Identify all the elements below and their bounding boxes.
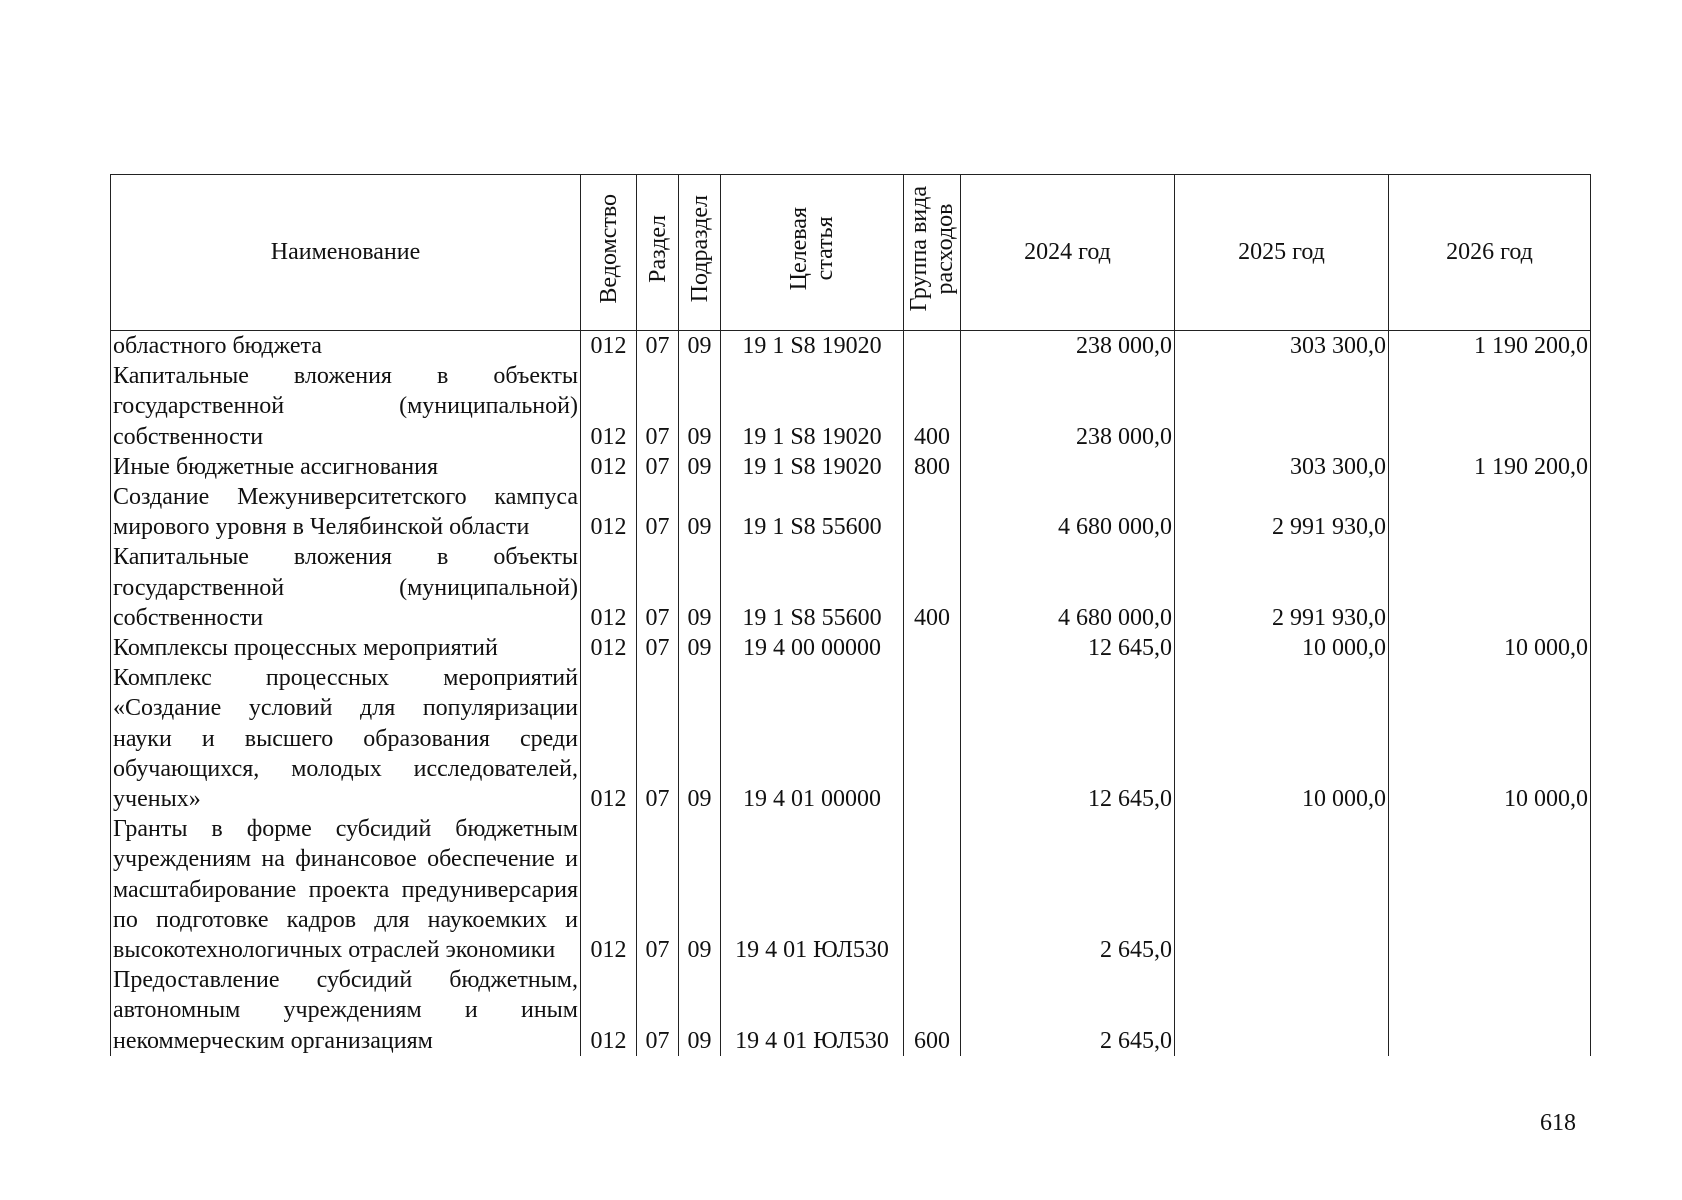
cell-vedomstvo: 012 [581,965,637,1056]
cell-vedomstvo: 012 [581,633,637,663]
header-vedomstvo: Ведомство [581,175,637,331]
cell-2025 [1175,965,1389,1056]
cell-celevaya-statya: 19 1 S8 55600 [721,482,904,542]
cell-podrazdel: 09 [679,452,721,482]
table-row [111,331,1591,362]
cell-vedomstvo: 012 [581,361,637,452]
cell-2024 [961,452,1175,482]
cell-podrazdel: 09 [679,331,721,362]
cell-gruppa [904,482,961,542]
cell-2024: 2 645,0 [961,814,1175,965]
cell-name: Иные бюджетные ассигнования [111,452,581,482]
budget-table-sheet [110,174,1590,1056]
cell-gruppa: 800 [904,452,961,482]
cell-razdel: 07 [637,361,679,452]
page-number: 618 [1540,1110,1576,1136]
cell-gruppa: 600 [904,965,961,1056]
cell-celevaya-statya: 19 1 S8 19020 [721,452,904,482]
header-year-2025: 2025 год [1175,175,1389,331]
cell-name: Предоставление субсидий бюджетным, автономным учреждениям и иным некоммерческим организациям [111,965,581,1056]
cell-2025: 10 000,0 [1175,663,1389,814]
cell-2025: 303 300,0 [1175,452,1389,482]
cell-razdel: 07 [637,633,679,663]
cell-2026: 10 000,0 [1389,663,1591,814]
cell-gruppa [904,633,961,663]
table-body [111,331,1591,1056]
cell-2025 [1175,361,1389,452]
table-row [111,663,1591,814]
cell-2025: 303 300,0 [1175,331,1389,362]
cell-name: Комплексы процессных мероприятий [111,633,581,663]
header-name: Наименование [111,175,581,331]
cell-2025 [1175,814,1389,965]
cell-gruppa: 400 [904,361,961,452]
cell-celevaya-statya: 19 4 01 00000 [721,663,904,814]
header-year-2024: 2024 год [961,175,1175,331]
cell-celevaya-statya: 19 4 01 ЮЛ530 [721,814,904,965]
cell-2026 [1389,814,1591,965]
cell-2026: 10 000,0 [1389,633,1591,663]
cell-vedomstvo: 012 [581,542,637,633]
header-year-2026: 2026 год [1389,175,1591,331]
budget-table [110,174,1591,1056]
cell-2026 [1389,542,1591,633]
cell-2024: 12 645,0 [961,633,1175,663]
cell-2026 [1389,361,1591,452]
cell-2024: 2 645,0 [961,965,1175,1056]
cell-celevaya-statya: 19 1 S8 55600 [721,542,904,633]
table-row [111,814,1591,965]
cell-name: Капитальные вложения в объекты государственной (муниципальной) собственности [111,361,581,452]
table-row [111,633,1591,663]
table-row [111,452,1591,482]
header-gruppa-vida-rashodov: Группа вида расходов [904,175,961,331]
table-header [111,175,1591,331]
header-celevaya-statya: Целевая статья [721,175,904,331]
cell-2025: 2 991 930,0 [1175,542,1389,633]
cell-razdel: 07 [637,482,679,542]
cell-name: Комплекс процессных мероприятий «Создание условий для популяризации науки и высшего образования среди обучающихся, молодых исследователей, ученых» [111,663,581,814]
cell-name: Создание Межуниверситетского кампуса мирового уровня в Челябинской области [111,482,581,542]
cell-celevaya-statya: 19 1 S8 19020 [721,361,904,452]
cell-razdel: 07 [637,542,679,633]
cell-razdel: 07 [637,965,679,1056]
cell-razdel: 07 [637,331,679,362]
cell-2024: 4 680 000,0 [961,482,1175,542]
cell-celevaya-statya: 19 4 00 00000 [721,633,904,663]
cell-vedomstvo: 012 [581,663,637,814]
cell-vedomstvo: 012 [581,814,637,965]
cell-razdel: 07 [637,814,679,965]
cell-2026: 1 190 200,0 [1389,452,1591,482]
cell-name: Гранты в форме субсидий бюджетным учреждениям на финансовое обеспечение и масштабирование проекта предуниверсария по подготовке кадров для наукоемких и высокотехнологичных отраслей экономики [111,814,581,965]
cell-razdel: 07 [637,452,679,482]
cell-podrazdel: 09 [679,814,721,965]
cell-name: Капитальные вложения в объекты государственной (муниципальной) собственности [111,542,581,633]
cell-2026: 1 190 200,0 [1389,331,1591,362]
cell-razdel: 07 [637,663,679,814]
cell-vedomstvo: 012 [581,452,637,482]
cell-vedomstvo: 012 [581,482,637,542]
cell-podrazdel: 09 [679,542,721,633]
table-row [111,361,1591,452]
table-row [111,482,1591,542]
cell-2025: 10 000,0 [1175,633,1389,663]
cell-podrazdel: 09 [679,361,721,452]
cell-gruppa [904,331,961,362]
cell-gruppa: 400 [904,542,961,633]
cell-2026 [1389,482,1591,542]
cell-2024: 12 645,0 [961,663,1175,814]
table-row [111,542,1591,633]
header-razdel: Раздел [637,175,679,331]
cell-2026 [1389,965,1591,1056]
cell-gruppa [904,814,961,965]
cell-2024: 4 680 000,0 [961,542,1175,633]
cell-celevaya-statya: 19 1 S8 19020 [721,331,904,362]
cell-podrazdel: 09 [679,482,721,542]
cell-podrazdel: 09 [679,663,721,814]
cell-podrazdel: 09 [679,633,721,663]
cell-name: областного бюджета [111,331,581,362]
header-podrazdel: Подраздел [679,175,721,331]
cell-celevaya-statya: 19 4 01 ЮЛ530 [721,965,904,1056]
cell-2024: 238 000,0 [961,361,1175,452]
cell-podrazdel: 09 [679,965,721,1056]
cell-2024: 238 000,0 [961,331,1175,362]
cell-gruppa [904,663,961,814]
cell-vedomstvo: 012 [581,331,637,362]
table-row [111,965,1591,1056]
cell-2025: 2 991 930,0 [1175,482,1389,542]
